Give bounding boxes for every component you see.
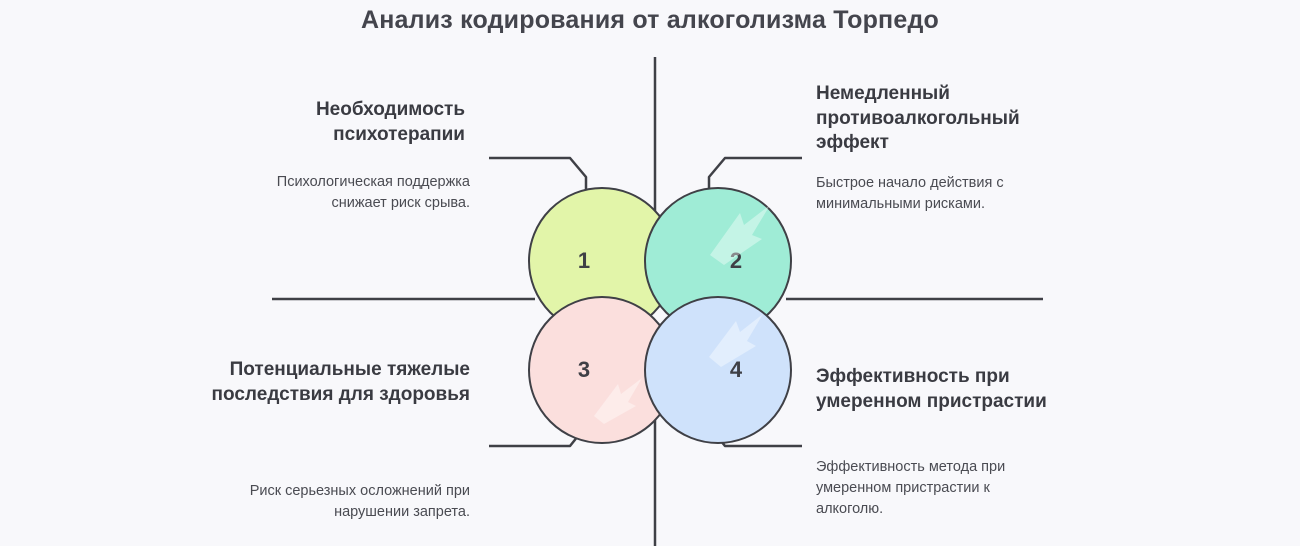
venn-circle-4-number: 4 xyxy=(729,357,743,382)
item-1-label: Необходимость психотерапии xyxy=(315,99,465,145)
item-1-description: Психологическая поддержка снижает риск срыва. xyxy=(276,174,470,212)
item-4-description: Эффективность метода при умеренном пристрастии к алкоголю. xyxy=(816,459,1006,518)
item-2-label: Немедленный противоалкогольный эффект xyxy=(816,83,1020,154)
page-title: Анализ кодирования от алкоголизма Торпедо xyxy=(361,6,939,34)
venn-circle-4[interactable] xyxy=(644,296,792,444)
item-3-description: Риск серьезных осложнений при нарушении запрета. xyxy=(249,483,470,521)
item-4-label: Эффективность при умеренном пристрастии xyxy=(816,366,1047,412)
item-2-description: Быстрое начало действия с минимальными рисками. xyxy=(816,175,1004,213)
item-3-label: Потенциальные тяжелые последствия для здоровья xyxy=(211,359,470,405)
venn-circle-2-number: 2 xyxy=(729,248,743,273)
venn-circle-3-number: 3 xyxy=(577,357,591,382)
venn-circle-1-number: 1 xyxy=(577,248,591,273)
